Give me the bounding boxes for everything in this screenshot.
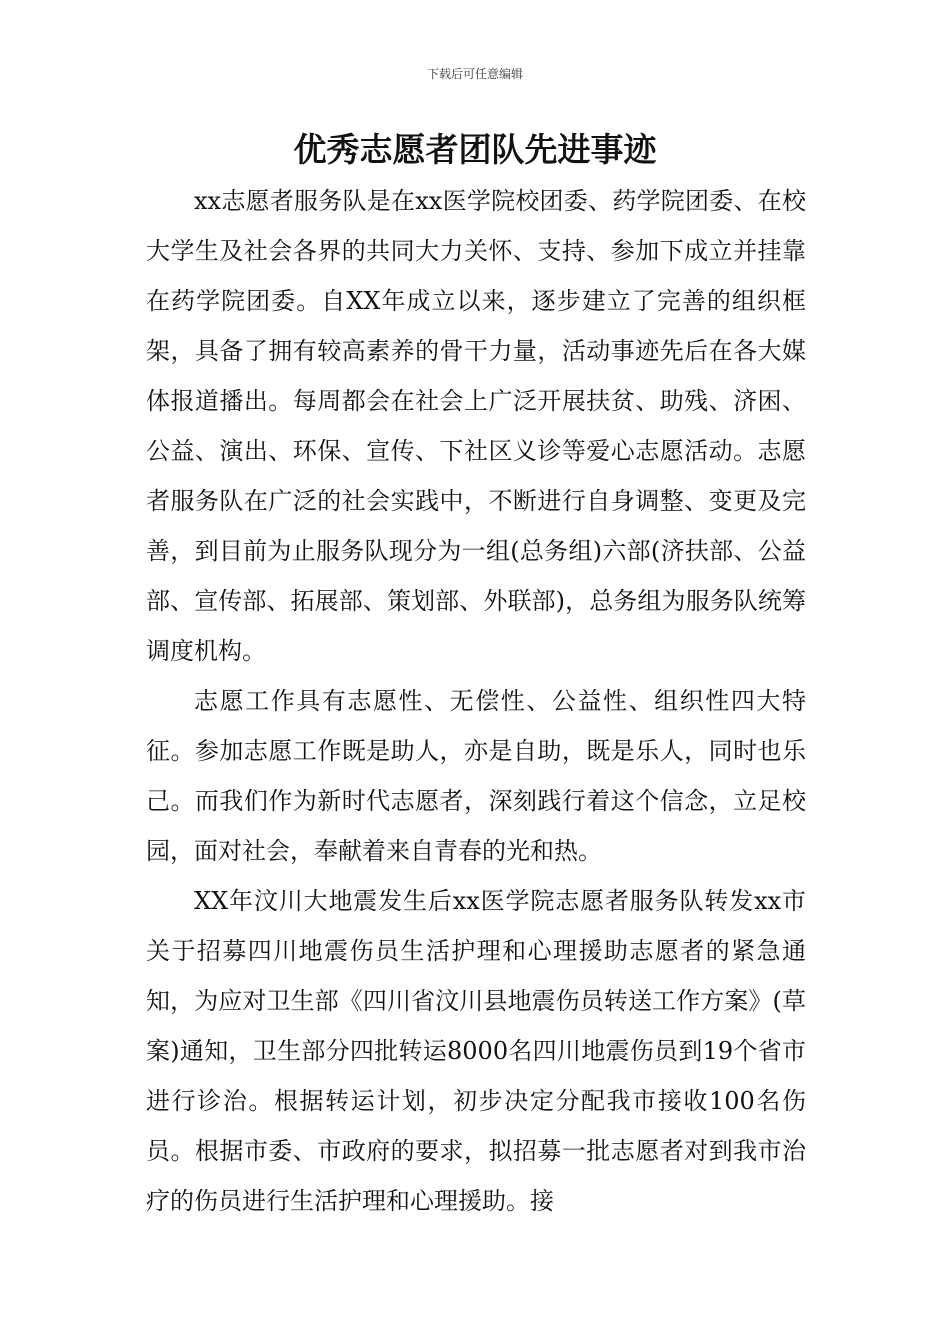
document-title: 优秀志愿者团队先进事迹 [293, 130, 657, 169]
paragraph-1: xx志愿者服务队是在xx医学院校团委、药学院团委、在校大学生及社会各界的共同大力关怀、支持、参加下成立并挂靠在药学院团委。自XX年成立以来，逐步建立了完善的组织框架，具备了拥有较高素养的骨干力量，活动事迹先后在各大媒体报道播出。每周都会在社会上广泛开展扶贫、助残、济困、公益、演出、环保、宣传、下社区义诊等爱心志愿活动。志愿者服务队在广泛的社会实践中，不断进行自身调整、变更及完善，到目前为止服务队现分为一组(总务组)六部(济扶部、公益部、宣传部、拓展部、策划部、外联部)，总务组为服务队统筹调度机构。 [146, 187, 806, 665]
paragraph-3: XX年汶川大地震发生后xx医学院志愿者服务队转发xx市关于招募四川地震伤员生活护理和心理援助志愿者的紧急通知，为应对卫生部《四川省汶川县地震伤员转送工作方案》(草案)通知，卫生部分四批转运8000名四川地震伤员到19个省市进行诊治。根据转运计划，初步决定分配我市接收100名伤员。根据市委、市政府的要求，拟招募一批志愿者对到我市治疗的伤员进行生活护理和心理援助。接 [146, 887, 806, 1215]
paragraph-2: 志愿工作具有志愿性、无偿性、公益性、组织性四大特征。参加志愿工作既是助人，亦是自助，既是乐人，同时也乐己。而我们作为新时代志愿者，深刻践行着这个信念，立足校园，面对社会，奉献着来自青春的光和热。 [146, 687, 806, 865]
header-note: 下载后可任意编辑 [426, 67, 523, 81]
document-body [146, 176, 806, 1226]
